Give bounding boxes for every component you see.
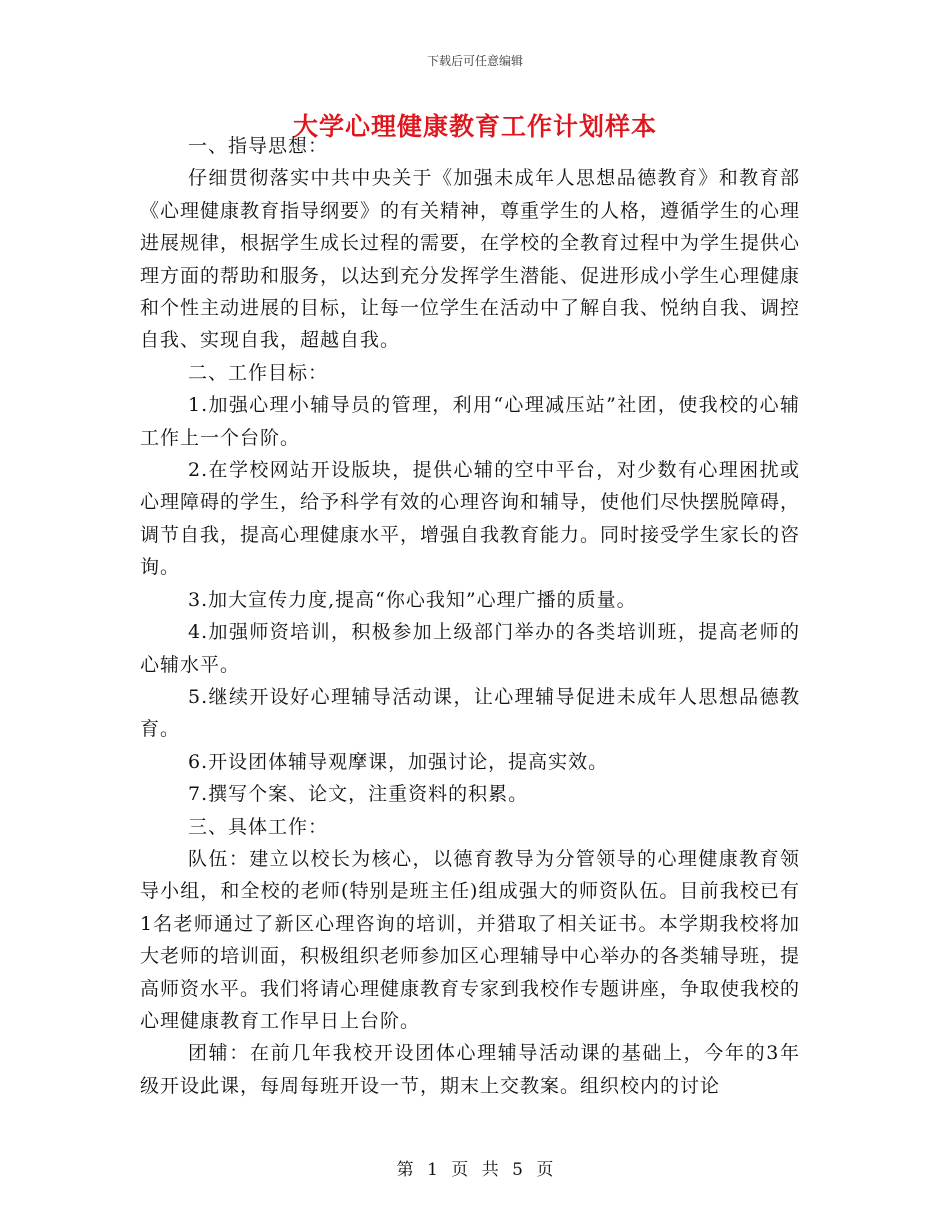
header-note: 下载后可任意编辑	[426, 54, 523, 68]
body-paragraph-team: 队伍：建立以校长为核心，以德育教导为分管领导的心理健康教育领导小组，和全校的老师(特别是班主任)组成强大的师资队伍。目前我校已有1名老师通过了新区心理咨询的培训，并猎取了相关证书。本学期我校将加大老师的培训面，积极组织老师参加区心理辅导中心举办的各类辅导班，提高师资水平。我们将请心理健康教育专家到我校作专题讲座，争取使我校的心理健康教育工作早日上台阶。	[140, 847, 801, 1032]
goal-item-2: 2.在学校网站开设版块，提供心辅的空中平台，对少数有心理困扰或心理障碍的学生，给予科学有效的心理咨询和辅导，使他们尽快摆脱障碍，调节自我，提高心理健康水平，增强自我教育能力。同时接受学生家长的咨询。	[140, 459, 801, 579]
goal-item-1: 1.加强心理小辅导员的管理，利用“心理减压站”社团，使我校的心辅工作上一个台阶。	[140, 394, 800, 449]
section-heading-work-goals: 二、工作目标：	[188, 361, 329, 384]
goal-item-7: 7.撰写个案、论文，注重资料的积累。	[188, 783, 529, 806]
goal-item-6: 6.开设团体辅导观摩课，加强讨论，提高实效。	[188, 750, 609, 773]
body-paragraph: 仔细贯彻落实中共中央关于《加强未成年人思想品德教育》和教育部《心理健康教育指导纲要》的有关精神，尊重学生的人格，遵循学生的心理进展规律，根据学生成长过程的需要，在学校的全教育过程中为学生提供心理方面的帮助和服务，以达到充分发挥学生潜能、促进形成小学生心理健康和个性主动进展的目标，让每一位学生在活动中了解自我、悦纳自我、调控自我、实现自我，超越自我。	[140, 167, 801, 352]
section-heading-guiding-ideology: 一、指导思想：	[188, 135, 329, 157]
document-body	[140, 130, 800, 1102]
goal-item-4: 4.加强师资培训，积极参加上级部门举办的各类培训班，提高老师的心辅水平。	[140, 621, 800, 676]
page-footer: 第 1 页 共 5 页	[396, 1160, 554, 1180]
body-paragraph-group-counseling: 团辅：在前几年我校开设团体心理辅导活动课的基础上，今年的3年级开设此课，每周每班开设一节，期末上交教案。组织校内的讨论	[140, 1042, 800, 1097]
goal-item-3: 3.加大宣传力度,提高“你心我知”心理广播的质量。	[188, 588, 637, 611]
document-title: 大学心理健康教育工作计划样本	[292, 112, 657, 141]
section-heading-specific-work: 三、具体工作：	[188, 815, 329, 838]
goal-item-5: 5.继续开设好心理辅导活动课，让心理辅导促进未成年人思想品德教育。	[140, 685, 800, 741]
